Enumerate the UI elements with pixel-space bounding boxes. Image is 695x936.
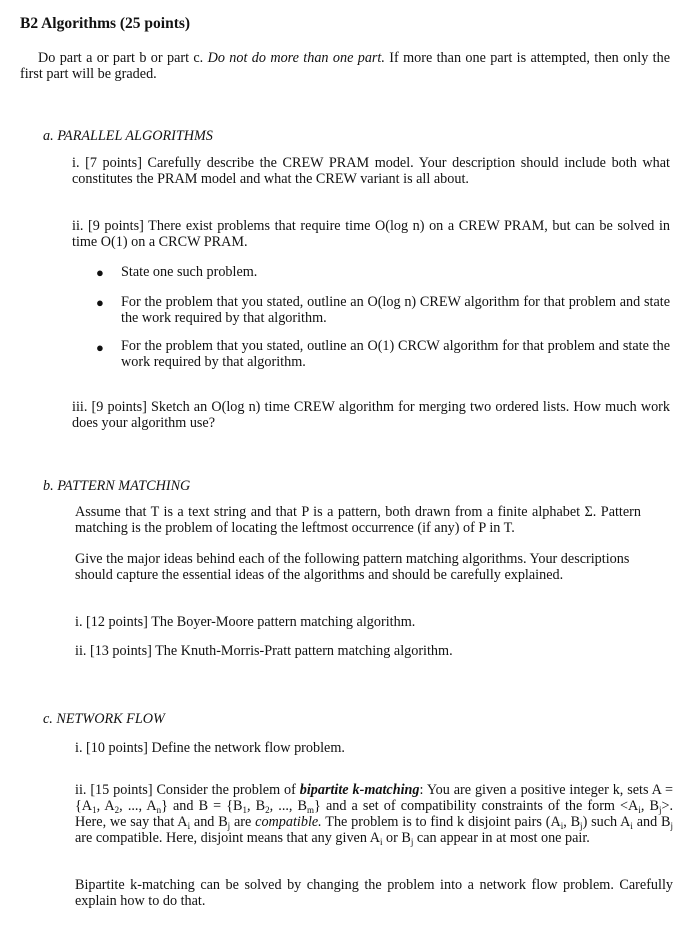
text-run: } and B = {B (161, 798, 243, 814)
text-run: ) such A (582, 814, 631, 830)
bullet-icon: ● (96, 340, 104, 355)
bullet-item-3: For the problem that you stated, outline an O(1) CRCW algorithm for that problem and state the work required by that algorithm. (121, 338, 670, 370)
section-heading-a: a. PARALLEL ALGORITHMS (43, 128, 213, 144)
instructions-emphasis: Do not do more than one part. (207, 50, 385, 66)
text-run: are (230, 814, 252, 830)
text-run: and B (190, 814, 228, 830)
subscript: j (670, 821, 673, 831)
instructions-text: Do part a or part b or part c. (38, 50, 204, 66)
subscript: i (379, 837, 383, 847)
question-b-ii: ii. [13 points] The Knuth-Morris-Pratt pattern matching algorithm. (75, 643, 453, 659)
subscript: i (187, 821, 191, 831)
bullet-icon: ● (96, 295, 104, 310)
section-heading-c: c. NETWORK FLOW (43, 711, 165, 727)
text-run: ii. [15 points] Consider the problem of (75, 782, 296, 798)
question-a-ii: ii. [9 points] There exist problems that require time O(log n) on a CREW PRAM, but can be solved in time O(1) on a CRCW PRAM. (72, 218, 670, 250)
subscript: 1 (242, 805, 248, 815)
subscript: n (156, 805, 162, 815)
section-heading-b: b. PATTERN MATCHING (43, 478, 191, 494)
text-run: and B (632, 814, 671, 830)
subscript: 2 (265, 805, 270, 815)
text-run: } and a set of compatibility constraints of the form <A (314, 798, 639, 814)
paragraph-c: Bipartite k-matching can be solved by changing the problem into a network flow problem. Carefully explain how to do that. (75, 877, 673, 909)
subscript: m (307, 805, 315, 815)
subscript: j (410, 837, 414, 847)
question-a-iii: iii. [9 points] Sketch an O(log n) time CREW algorithm for merging two ordered lists. How much work does your algorithm use? (72, 399, 670, 431)
bullet-item-2: For the problem that you stated, outline an O(log n) CREW algorithm for that problem and state the work required by that algorithm. (121, 294, 670, 326)
text-run: are compatible. Here, disjoint means that any given A (75, 830, 380, 846)
text-run: , B (563, 814, 581, 830)
question-b-i: i. [12 points] The Boyer-Moore pattern matching algorithm. (75, 614, 416, 630)
bullet-icon: ● (96, 265, 104, 280)
subscript: 1 (92, 805, 97, 815)
text-run: The problem is to find k disjoint pairs (A (321, 814, 561, 830)
subscript: i (560, 821, 564, 831)
bullet-item-1: State one such problem. (121, 264, 258, 280)
term-compatible: compatible. (255, 814, 322, 830)
paragraph-b-2: Give the major ideas behind each of the following pattern matching algorithms. Your descriptions should capture the essential ideas of the algorithms and should be carefully explained. (75, 551, 630, 583)
text-run: or B (382, 830, 411, 846)
subscript: j (227, 821, 231, 831)
text-run: can appear in at most one pair. (413, 830, 590, 846)
instructions-text-2: If more than one part is attempted, then only the first part will be graded. (20, 50, 671, 82)
text-run: : You are given a positive integer k, sets A = {A (75, 782, 674, 814)
text-run: , ..., B (269, 798, 308, 814)
text-run: , ..., A (119, 798, 157, 814)
subscript: 2 (114, 805, 120, 815)
text-run: , B (640, 798, 659, 814)
text-run: , B (247, 798, 266, 814)
subscript: i (630, 821, 633, 831)
text-run: >. Here, we say that A (75, 798, 674, 830)
question-title: B2 Algorithms (25 points) (20, 15, 191, 32)
subscript: j (580, 821, 583, 831)
instructions (20, 50, 670, 82)
subscript: i (638, 805, 641, 815)
paragraph-b-1: Assume that T is a text string and that P is a pattern, both drawn from a finite alphabet Σ. Pattern matching is the problem of locating the leftmost occurrence (if any) of P in T. (75, 504, 641, 536)
question-a-i: i. [7 points] Carefully describe the CREW PRAM model. Your description should include both what constitutes the PRAM model and what the CREW variant is all about. (72, 155, 670, 187)
subscript: j (658, 805, 662, 815)
term-bipartite-k-matching: bipartite k-matching (299, 782, 420, 798)
question-c-ii (75, 782, 673, 846)
question-c-i: i. [10 points] Define the network flow problem. (75, 740, 345, 756)
text-run: , A (96, 798, 115, 814)
